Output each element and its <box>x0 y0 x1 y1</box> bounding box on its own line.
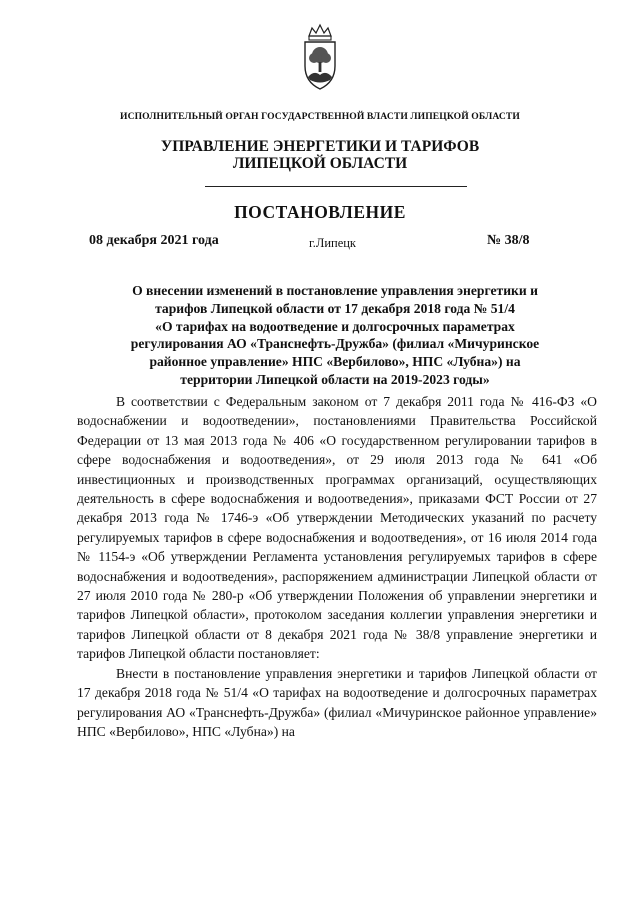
document-body <box>77 392 597 741</box>
authority-name: ИСПОЛНИТЕЛЬНЫЙ ОРГАН ГОСУДАРСТВЕННОЙ ВЛАСТИ ЛИПЕЦКОЙ ОБЛАСТИ <box>120 111 520 122</box>
body-paragraph-1: В соответствии с Федеральным законом от 7 декабря 2011 года № 416-ФЗ «О водоснабжении и водоотведении», постановлениями Правительства Российской Федерации от 13 мая 2013 года № 406 «О государственном регулировании тарифов в сфере водоснабжения и водоотведения», от 29 июля 2013 года № 641 «Об инвестиционных и производственных программах организаций, осуществляющих деятельность в сфере водоснабжения и водоотведения», приказами ФСТ России от 27 декабря 2013 года № 1746-э «Об утверждении Методических указаний по расчету регулируемых тарифов в сфере водоснабжения и водоотведения», от 16 июля 2014 года № 1154-э «Об утверждении Регламента установления регулируемых тарифов в сфере водоснабжения и водоотведения», распоряжением администрации Липецкой области от 27 июля 2010 года № 280-р «Об утверждении Положения об управлении энергетики и тарифов Липецкой области», протоколом заседания коллегии управления энергетики и тарифов Липецкой области от 8 декабря 2021 года № 38/8 управление энергетики и тарифов Липецкой области постановляет: <box>77 394 597 662</box>
title-line-4: регулирования АО «Транснефть-Дружба» (филиал «Мичуринское <box>130 336 540 352</box>
title-line-1: О внесении изменений в постановление управления энергетики и <box>132 283 538 298</box>
document-title <box>95 282 575 389</box>
title-line-6: территории Липецкой области на 2019-2023 годы» <box>180 371 490 387</box>
document-date: 08 декабря 2021 года <box>89 233 219 248</box>
department-name <box>60 138 580 172</box>
body-paragraph-2: Внести в постановление управления энергетики и тарифов Липецкой области от 17 декабря 2018 года № 51/4 «О тарифах на водоотведение и долгосрочных параметрах регулирования АО «Транснефть-Дружба» (филиал «Мичуринское районное управление» НПС «Вербилово», НПС «Лубна») на <box>77 665 597 739</box>
title-line-5: районное управление» НПС «Вербилово», НПС «Лубна») на <box>149 354 521 370</box>
title-line-3: «О тарифах на водоотведение и долгосрочных параметрах <box>155 318 515 334</box>
document-city: г.Липецк <box>309 236 357 250</box>
document-number: № 38/8 <box>487 233 530 248</box>
lipetsk-coat-of-arms-icon <box>300 22 340 92</box>
document-type: ПОСТАНОВЛЕНИЕ <box>234 202 406 222</box>
title-line-2: тарифов Липецкой области от 17 декабря 2018 года № 51/4 <box>155 300 515 316</box>
header-divider <box>205 186 467 187</box>
department-line-2: ЛИПЕЦКОЙ ОБЛАСТИ <box>232 155 408 172</box>
department-line-1: УПРАВЛЕНИЕ ЭНЕРГЕТИКИ И ТАРИФОВ <box>160 138 480 155</box>
